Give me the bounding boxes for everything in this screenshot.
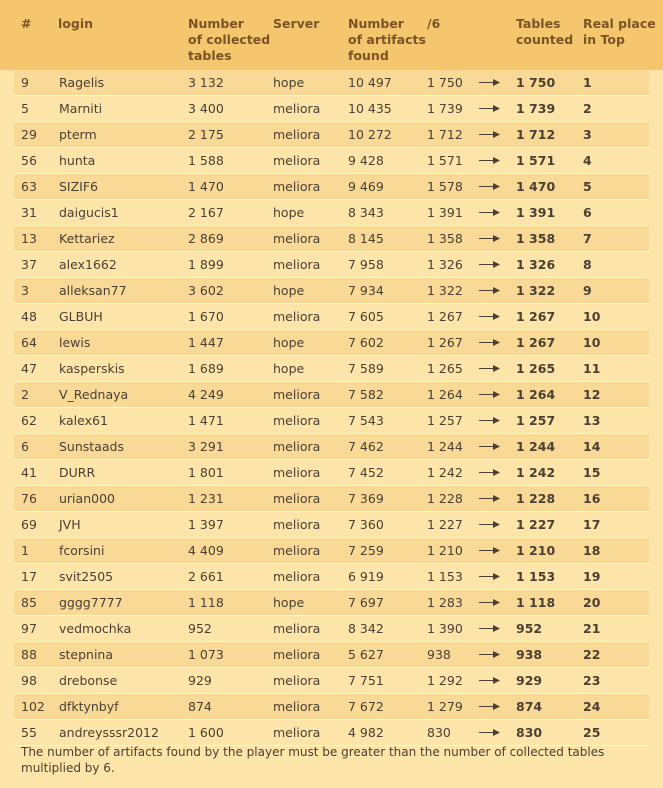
row-number: 29: [21, 127, 37, 142]
right-arrow-icon: [479, 304, 503, 329]
row-real-place: 4: [583, 153, 592, 168]
row-login: fcorsini: [59, 543, 105, 558]
row-server: meliora: [273, 491, 321, 506]
row-real-place: 8: [583, 257, 592, 272]
right-arrow-icon: [479, 668, 503, 693]
row-collected-tables: 4 409: [188, 543, 224, 558]
row-artifacts-found: 8 343: [348, 205, 384, 220]
header-tables-counted: Tables counted: [516, 16, 574, 47]
table-row: [14, 70, 649, 96]
row-tables-counted: 952: [516, 621, 543, 636]
right-arrow-icon: [479, 70, 503, 95]
row-tables-counted: 874: [516, 699, 543, 714]
row-number: 2: [21, 387, 29, 402]
row-collected-tables: 1 588: [188, 153, 224, 168]
table-row: [14, 226, 649, 252]
row-login: V_Rednaya: [59, 387, 129, 402]
row-login: Ragelis: [59, 75, 105, 90]
row-div6: 1 228: [427, 491, 463, 506]
row-tables-counted: 938: [516, 647, 543, 662]
row-real-place: 13: [583, 413, 601, 428]
row-server: meliora: [273, 413, 321, 428]
row-real-place: 19: [583, 569, 601, 584]
row-collected-tables: 1 447: [188, 335, 224, 350]
row-collected-tables: 3 400: [188, 101, 224, 116]
row-login: gggg7777: [59, 595, 123, 610]
table-row: [14, 356, 649, 382]
row-div6: 1 292: [427, 673, 463, 688]
row-number: 3: [21, 283, 29, 298]
row-collected-tables: 1 471: [188, 413, 224, 428]
row-number: 5: [21, 101, 29, 116]
row-login: andreysssr2012: [59, 725, 159, 740]
row-login: kalex61: [59, 413, 108, 428]
row-number: 55: [21, 725, 37, 740]
right-arrow-icon: [479, 720, 503, 745]
table-row: [14, 200, 649, 226]
table-row: [14, 590, 649, 616]
row-real-place: 12: [583, 387, 601, 402]
row-real-place: 18: [583, 543, 601, 558]
row-tables-counted: 1 391: [516, 205, 556, 220]
right-arrow-icon: [479, 486, 503, 511]
table-row: [14, 720, 649, 746]
row-tables-counted: 1 265: [516, 361, 556, 376]
row-login: alleksan77: [59, 283, 127, 298]
row-real-place: 2: [583, 101, 592, 116]
row-collected-tables: 1 899: [188, 257, 224, 272]
row-artifacts-found: 6 919: [348, 569, 384, 584]
row-server: meliora: [273, 127, 321, 142]
row-login: lewis: [59, 335, 91, 350]
table-row: [14, 616, 649, 642]
row-real-place: 22: [583, 647, 601, 662]
row-tables-counted: 1 257: [516, 413, 556, 428]
row-server: meliora: [273, 387, 321, 402]
table-row: [14, 330, 649, 356]
row-real-place: 25: [583, 725, 601, 740]
row-number: 63: [21, 179, 37, 194]
row-number: 41: [21, 465, 37, 480]
row-real-place: 15: [583, 465, 601, 480]
row-artifacts-found: 7 605: [348, 309, 384, 324]
row-tables-counted: 830: [516, 725, 543, 740]
row-tables-counted: 1 153: [516, 569, 556, 584]
row-real-place: 23: [583, 673, 601, 688]
row-login: vedmochka: [59, 621, 132, 636]
row-collected-tables: 3 291: [188, 439, 224, 454]
row-server: meliora: [273, 101, 321, 116]
row-real-place: 5: [583, 179, 592, 194]
row-collected-tables: 2 167: [188, 205, 224, 220]
row-div6: 1 390: [427, 621, 463, 636]
table-row: [14, 304, 649, 330]
row-collected-tables: 4 249: [188, 387, 224, 402]
right-arrow-icon: [479, 330, 503, 355]
row-artifacts-found: 7 543: [348, 413, 384, 428]
right-arrow-icon: [479, 460, 503, 485]
row-div6: 1 244: [427, 439, 463, 454]
row-login: dfktynbyf: [59, 699, 119, 714]
table-header: [0, 0, 663, 70]
row-artifacts-found: 8 145: [348, 231, 384, 246]
header-real-place: Real place in Top: [583, 16, 656, 47]
row-artifacts-found: 9 469: [348, 179, 384, 194]
row-server: meliora: [273, 647, 321, 662]
row-collected-tables: 1 118: [188, 595, 224, 610]
row-number: 102: [21, 699, 45, 714]
row-real-place: 16: [583, 491, 601, 506]
row-collected-tables: 1 397: [188, 517, 224, 532]
right-arrow-icon: [479, 226, 503, 251]
row-tables-counted: 1 326: [516, 257, 556, 272]
row-login: daigucis1: [59, 205, 119, 220]
row-server: meliora: [273, 231, 321, 246]
row-artifacts-found: 7 751: [348, 673, 384, 688]
row-number: 48: [21, 309, 37, 324]
row-div6: 1 326: [427, 257, 463, 272]
row-server: hope: [273, 335, 305, 350]
row-artifacts-found: 7 259: [348, 543, 384, 558]
right-arrow-icon: [479, 96, 503, 121]
row-number: 31: [21, 205, 37, 220]
row-collected-tables: 952: [188, 621, 212, 636]
right-arrow-icon: [479, 122, 503, 147]
table-row: [14, 174, 649, 200]
row-div6: 938: [427, 647, 451, 662]
row-collected-tables: 874: [188, 699, 212, 714]
row-real-place: 3: [583, 127, 592, 142]
row-tables-counted: 1 267: [516, 335, 556, 350]
row-number: 17: [21, 569, 37, 584]
right-arrow-icon: [479, 148, 503, 173]
row-div6: 1 391: [427, 205, 463, 220]
row-tables-counted: 1 244: [516, 439, 556, 454]
row-tables-counted: 1 470: [516, 179, 556, 194]
row-artifacts-found: 5 627: [348, 647, 384, 662]
row-artifacts-found: 7 369: [348, 491, 384, 506]
table-row: [14, 148, 649, 174]
row-tables-counted: 1 750: [516, 75, 556, 90]
row-artifacts-found: 10 497: [348, 75, 392, 90]
table-body: [14, 70, 649, 746]
row-server: meliora: [273, 179, 321, 194]
row-server: meliora: [273, 517, 321, 532]
row-real-place: 20: [583, 595, 601, 610]
row-artifacts-found: 10 272: [348, 127, 392, 142]
footnote: The number of artifacts found by the player must be greater than the number of collected tables multiplied by 6.: [21, 745, 605, 775]
row-server: meliora: [273, 153, 321, 168]
row-div6: 1 265: [427, 361, 463, 376]
right-arrow-icon: [479, 564, 503, 589]
row-real-place: 14: [583, 439, 601, 454]
table-row: [14, 668, 649, 694]
row-div6: 1 712: [427, 127, 463, 142]
row-collected-tables: 1 689: [188, 361, 224, 376]
row-tables-counted: 1 227: [516, 517, 556, 532]
header-num: #: [21, 16, 32, 31]
row-div6: 1 571: [427, 153, 463, 168]
row-div6: 1 279: [427, 699, 463, 714]
row-collected-tables: 2 175: [188, 127, 224, 142]
row-artifacts-found: 7 697: [348, 595, 384, 610]
table-row: [14, 512, 649, 538]
row-div6: 1 739: [427, 101, 463, 116]
row-tables-counted: 1 571: [516, 153, 556, 168]
right-arrow-icon: [479, 642, 503, 667]
table-row: [14, 564, 649, 590]
row-number: 98: [21, 673, 37, 688]
right-arrow-icon: [479, 434, 503, 459]
row-login: Marniti: [59, 101, 103, 116]
row-login: pterm: [59, 127, 97, 142]
row-number: 13: [21, 231, 37, 246]
row-number: 88: [21, 647, 37, 662]
table-row: [14, 252, 649, 278]
row-number: 1: [21, 543, 29, 558]
row-div6: 1 578: [427, 179, 463, 194]
right-arrow-icon: [479, 616, 503, 641]
row-tables-counted: 1 358: [516, 231, 556, 246]
table-row: [14, 122, 649, 148]
row-login: Sunstaads: [59, 439, 124, 454]
row-div6: 1 264: [427, 387, 463, 402]
row-server: hope: [273, 361, 305, 376]
row-server: hope: [273, 205, 305, 220]
row-collected-tables: 3 602: [188, 283, 224, 298]
right-arrow-icon: [479, 590, 503, 615]
header-collected-tables: Number of collected tables: [188, 16, 271, 63]
table-row: [14, 278, 649, 304]
row-artifacts-found: 7 360: [348, 517, 384, 532]
header-server: Server: [273, 16, 320, 31]
row-collected-tables: 929: [188, 673, 212, 688]
row-server: meliora: [273, 621, 321, 636]
row-artifacts-found: 7 452: [348, 465, 384, 480]
row-login: DURR: [59, 465, 96, 480]
row-collected-tables: 1 600: [188, 725, 224, 740]
right-arrow-icon: [479, 278, 503, 303]
row-login: urian000: [59, 491, 115, 506]
row-tables-counted: 1 118: [516, 595, 556, 610]
table-row: [14, 434, 649, 460]
right-arrow-icon: [479, 538, 503, 563]
table-row: [14, 642, 649, 668]
row-div6: 830: [427, 725, 451, 740]
row-div6: 1 322: [427, 283, 463, 298]
row-artifacts-found: 10 435: [348, 101, 392, 116]
row-div6: 1 267: [427, 309, 463, 324]
row-server: meliora: [273, 309, 321, 324]
row-server: meliora: [273, 673, 321, 688]
row-number: 69: [21, 517, 37, 532]
row-tables-counted: 1 242: [516, 465, 556, 480]
right-arrow-icon: [479, 174, 503, 199]
row-server: hope: [273, 595, 305, 610]
row-artifacts-found: 9 428: [348, 153, 384, 168]
row-collected-tables: 1 670: [188, 309, 224, 324]
row-server: meliora: [273, 699, 321, 714]
row-artifacts-found: 7 934: [348, 283, 384, 298]
row-login: JVH: [59, 517, 81, 532]
row-server: hope: [273, 75, 305, 90]
row-artifacts-found: 4 982: [348, 725, 384, 740]
right-arrow-icon: [479, 356, 503, 381]
row-artifacts-found: 7 589: [348, 361, 384, 376]
row-collected-tables: 1 801: [188, 465, 224, 480]
row-number: 37: [21, 257, 37, 272]
row-div6: 1 210: [427, 543, 463, 558]
row-artifacts-found: 8 342: [348, 621, 384, 636]
row-real-place: 6: [583, 205, 592, 220]
row-number: 62: [21, 413, 37, 428]
row-collected-tables: 1 231: [188, 491, 224, 506]
row-login: Kettariez: [59, 231, 115, 246]
row-div6: 1 267: [427, 335, 463, 350]
row-tables-counted: 1 210: [516, 543, 556, 558]
row-login: GLBUH: [59, 309, 103, 324]
right-arrow-icon: [479, 408, 503, 433]
right-arrow-icon: [479, 200, 503, 225]
row-login: drebonse: [59, 673, 118, 688]
row-div6: 1 283: [427, 595, 463, 610]
row-number: 47: [21, 361, 37, 376]
row-tables-counted: 1 739: [516, 101, 556, 116]
row-login: alex1662: [59, 257, 117, 272]
row-server: meliora: [273, 569, 321, 584]
row-div6: 1 227: [427, 517, 463, 532]
row-number: 97: [21, 621, 37, 636]
table-row: [14, 96, 649, 122]
row-number: 64: [21, 335, 37, 350]
row-login: stepnina: [59, 647, 114, 662]
row-div6: 1 153: [427, 569, 463, 584]
row-tables-counted: 1 267: [516, 309, 556, 324]
row-real-place: 24: [583, 699, 601, 714]
row-collected-tables: 2 661: [188, 569, 224, 584]
row-number: 85: [21, 595, 37, 610]
row-tables-counted: 1 712: [516, 127, 556, 142]
row-artifacts-found: 7 958: [348, 257, 384, 272]
header-div6: /6: [427, 16, 441, 31]
row-server: meliora: [273, 465, 321, 480]
row-div6: 1 257: [427, 413, 463, 428]
row-number: 56: [21, 153, 37, 168]
table-row: [14, 460, 649, 486]
row-number: 9: [21, 75, 29, 90]
row-login: SIZIF6: [59, 179, 99, 194]
row-collected-tables: 2 869: [188, 231, 224, 246]
row-artifacts-found: 7 672: [348, 699, 384, 714]
row-artifacts-found: 7 582: [348, 387, 384, 402]
row-number: 76: [21, 491, 37, 506]
row-real-place: 21: [583, 621, 601, 636]
row-collected-tables: 1 470: [188, 179, 224, 194]
row-real-place: 11: [583, 361, 601, 376]
table-row: [14, 382, 649, 408]
row-collected-tables: 1 073: [188, 647, 224, 662]
row-server: meliora: [273, 543, 321, 558]
table-row: [14, 486, 649, 512]
header-artifacts-found: Number of artifacts found: [348, 16, 426, 63]
row-real-place: 10: [583, 309, 601, 324]
row-tables-counted: 1 228: [516, 491, 556, 506]
row-server: meliora: [273, 257, 321, 272]
row-server: meliora: [273, 725, 321, 740]
header-login: login: [58, 16, 94, 31]
row-artifacts-found: 7 602: [348, 335, 384, 350]
row-real-place: 1: [583, 75, 592, 90]
right-arrow-icon: [479, 512, 503, 537]
row-tables-counted: 1 322: [516, 283, 556, 298]
row-artifacts-found: 7 462: [348, 439, 384, 454]
row-div6: 1 242: [427, 465, 463, 480]
row-login: svit2505: [59, 569, 114, 584]
row-number: 6: [21, 439, 29, 454]
row-real-place: 10: [583, 335, 601, 350]
row-real-place: 17: [583, 517, 601, 532]
table-row: [14, 408, 649, 434]
row-collected-tables: 3 132: [188, 75, 224, 90]
row-div6: 1 358: [427, 231, 463, 246]
table-row: [14, 694, 649, 720]
right-arrow-icon: [479, 252, 503, 277]
row-tables-counted: 1 264: [516, 387, 556, 402]
row-login: kasperskis: [59, 361, 125, 376]
table-row: [14, 538, 649, 564]
right-arrow-icon: [479, 382, 503, 407]
row-server: meliora: [273, 439, 321, 454]
row-div6: 1 750: [427, 75, 463, 90]
row-real-place: 9: [583, 283, 592, 298]
row-tables-counted: 929: [516, 673, 543, 688]
row-login: hunta: [59, 153, 96, 168]
row-server: hope: [273, 283, 305, 298]
row-real-place: 7: [583, 231, 592, 246]
right-arrow-icon: [479, 694, 503, 719]
